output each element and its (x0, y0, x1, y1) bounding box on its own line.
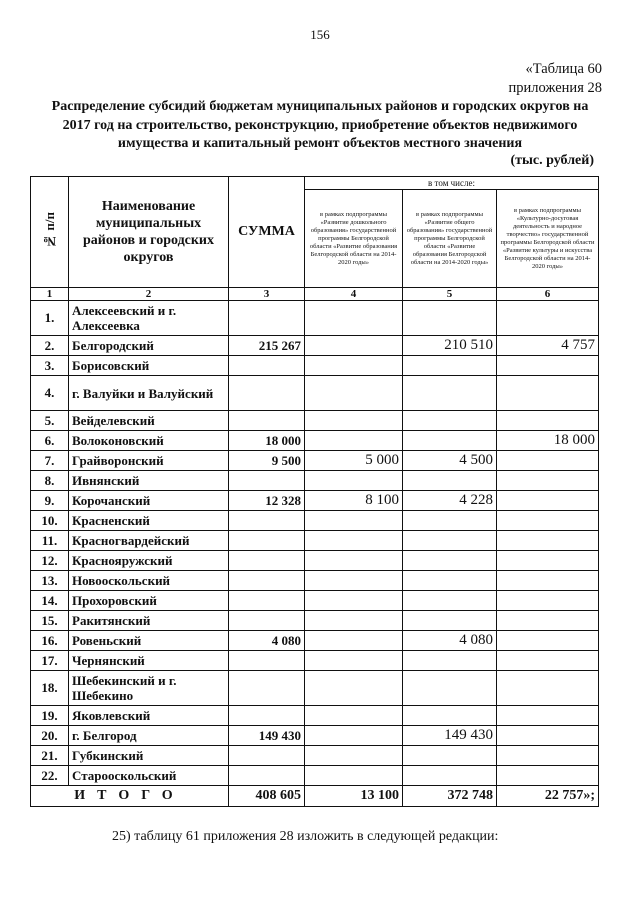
district-name: Старооскольский (69, 766, 229, 786)
table-row (31, 531, 599, 551)
column-number: 4 (305, 288, 403, 301)
table-row (31, 471, 599, 491)
row-number: 11. (31, 531, 69, 551)
document-title: Распределение субсидий бюджетам муниципальных районов и городских округов на 2017 год на строительство, реконструкцию, приобретение объектов недвижимого имущества и капитальный ремонт объектов местного значения (51, 99, 589, 151)
district-name: Красненский (69, 511, 229, 531)
row-culture-value: 18 000 (497, 431, 599, 451)
table-row (31, 671, 599, 706)
row-general-value (403, 571, 497, 591)
row-number: 18. (31, 671, 69, 706)
row-preschool-value (305, 571, 403, 591)
row-sum (229, 551, 305, 571)
row-general-value: 4 500 (403, 451, 497, 471)
header-subprogram-general: в рамках подпрограммы «Развитие общего образования» государственной программы Белгородской области «Развитие образования Белгородской области на 2014-2020 годы» (403, 190, 497, 288)
district-name: Яковлевский (69, 706, 229, 726)
row-culture-value (497, 356, 599, 376)
subsidy-table (30, 176, 599, 807)
district-name: Белгородский (69, 336, 229, 356)
row-sum (229, 651, 305, 671)
row-sum: 149 430 (229, 726, 305, 746)
row-preschool-value (305, 376, 403, 411)
row-culture-value (497, 571, 599, 591)
row-culture-value (497, 491, 599, 511)
row-sum (229, 471, 305, 491)
row-preschool-value (305, 431, 403, 451)
row-preschool-value: 8 100 (305, 491, 403, 511)
row-number: 10. (31, 511, 69, 531)
row-preschool-value (305, 336, 403, 356)
header-sum: СУММА (229, 177, 305, 288)
table-row (31, 411, 599, 431)
column-number: 1 (31, 288, 69, 301)
row-preschool-value (305, 766, 403, 786)
table-row (31, 706, 599, 726)
row-preschool-value (305, 411, 403, 431)
row-preschool-value: 5 000 (305, 451, 403, 471)
row-general-value (403, 411, 497, 431)
row-sum: 18 000 (229, 431, 305, 451)
row-culture-value (497, 411, 599, 431)
row-culture-value (497, 451, 599, 471)
district-name: Прохоровский (69, 591, 229, 611)
district-name: Красногвардейский (69, 531, 229, 551)
column-number: 3 (229, 288, 305, 301)
row-sum (229, 591, 305, 611)
header-including: в том числе: (305, 177, 599, 190)
row-number: 4. (31, 376, 69, 411)
row-general-value (403, 551, 497, 571)
row-general-value (403, 471, 497, 491)
row-preschool-value (305, 746, 403, 766)
district-name: г. Валуйки и Валуйский (69, 376, 229, 411)
table-row (31, 746, 599, 766)
row-preschool-value (305, 551, 403, 571)
row-preschool-value (305, 301, 403, 336)
row-general-value (403, 671, 497, 706)
row-number: 12. (31, 551, 69, 571)
row-number: 16. (31, 631, 69, 651)
row-sum (229, 376, 305, 411)
row-number: 17. (31, 651, 69, 671)
table-reference-line1: «Таблица 60 (525, 61, 602, 77)
district-name: Борисовский (69, 356, 229, 376)
row-number: 7. (31, 451, 69, 471)
row-culture-value (497, 746, 599, 766)
row-preschool-value (305, 611, 403, 631)
header-number (31, 177, 69, 288)
table-reference-line2: приложения 28 (508, 80, 602, 96)
row-preschool-value (305, 531, 403, 551)
table-row (31, 431, 599, 451)
table-row (31, 651, 599, 671)
district-name: Чернянский (69, 651, 229, 671)
row-sum (229, 411, 305, 431)
row-culture-value (497, 591, 599, 611)
header-name: Наименование муниципальных районов и городских округов (69, 177, 229, 288)
row-general-value (403, 651, 497, 671)
district-name: Грайворонский (69, 451, 229, 471)
district-name: Вейделевский (69, 411, 229, 431)
total-row (31, 786, 599, 807)
row-culture-value (497, 726, 599, 746)
row-culture-value: 4 757 (497, 336, 599, 356)
row-culture-value (497, 531, 599, 551)
table-row (31, 591, 599, 611)
table-row (31, 551, 599, 571)
row-number: 15. (31, 611, 69, 631)
district-name: Ровеньский (69, 631, 229, 651)
table-row (31, 336, 599, 356)
row-number: 2. (31, 336, 69, 356)
row-general-value (403, 766, 497, 786)
district-name: Алексеевский и г. Алексеевка (69, 301, 229, 336)
row-sum (229, 301, 305, 336)
row-preschool-value (305, 471, 403, 491)
row-general-value: 210 510 (403, 336, 497, 356)
row-general-value (403, 431, 497, 451)
row-number: 22. (31, 766, 69, 786)
row-number: 1. (31, 301, 69, 336)
row-general-value (403, 301, 497, 336)
row-number: 20. (31, 726, 69, 746)
row-sum: 4 080 (229, 631, 305, 651)
row-general-value (403, 531, 497, 551)
total-sum: 408 605 (229, 786, 305, 807)
row-general-value: 4 080 (403, 631, 497, 651)
row-sum (229, 671, 305, 706)
row-number: 13. (31, 571, 69, 591)
district-name: Шебекинский и г. Шебекино (69, 671, 229, 706)
row-number: 19. (31, 706, 69, 726)
row-sum (229, 356, 305, 376)
total-general: 372 748 (403, 786, 497, 807)
row-culture-value (497, 301, 599, 336)
row-number: 8. (31, 471, 69, 491)
table-row (31, 611, 599, 631)
district-name: г. Белгород (69, 726, 229, 746)
row-culture-value (497, 766, 599, 786)
row-culture-value (497, 611, 599, 631)
row-number: 6. (31, 431, 69, 451)
row-culture-value (497, 376, 599, 411)
row-general-value (403, 591, 497, 611)
district-name: Ивнянский (69, 471, 229, 491)
row-culture-value (497, 471, 599, 491)
table-row (31, 571, 599, 591)
table-row (31, 451, 599, 471)
header-subprogram-culture: в рамках подпрограммы «Культурно-досуговая деятельность и народное творчество» государственной программы Белгородской области «Развитие культуры и искусства Белгородской области на 2014-2020 годы» (497, 190, 599, 288)
row-sum: 215 267 (229, 336, 305, 356)
row-general-value (403, 746, 497, 766)
row-general-value (403, 376, 497, 411)
row-number: 5. (31, 411, 69, 431)
page-number: 156 (310, 27, 330, 42)
district-name: Волоконовский (69, 431, 229, 451)
row-sum (229, 706, 305, 726)
column-number: 6 (497, 288, 599, 301)
row-culture-value (497, 651, 599, 671)
table-reference (509, 60, 602, 98)
column-number-row (31, 288, 599, 301)
row-preschool-value (305, 356, 403, 376)
row-general-value (403, 611, 497, 631)
row-general-value (403, 356, 497, 376)
row-culture-value (497, 706, 599, 726)
table-row (31, 356, 599, 376)
footer-note: 25) таблицу 61 приложения 28 изложить в следующей редакции: (112, 829, 499, 844)
table-row (31, 726, 599, 746)
row-preschool-value (305, 591, 403, 611)
table-row (31, 766, 599, 786)
total-culture: 22 757»; (497, 786, 599, 807)
district-name: Ракитянский (69, 611, 229, 631)
row-preschool-value (305, 511, 403, 531)
row-culture-value (497, 631, 599, 651)
table-row (31, 631, 599, 651)
table-row (31, 301, 599, 336)
row-sum (229, 611, 305, 631)
row-preschool-value (305, 671, 403, 706)
row-sum (229, 746, 305, 766)
row-preschool-value (305, 651, 403, 671)
row-number: 14. (31, 591, 69, 611)
row-general-value (403, 511, 497, 531)
row-preschool-value (305, 726, 403, 746)
row-culture-value (497, 511, 599, 531)
row-sum: 9 500 (229, 451, 305, 471)
column-number: 5 (403, 288, 497, 301)
row-sum (229, 531, 305, 551)
units-label: (тыс. рублей) (510, 153, 594, 168)
district-name: Краснояружский (69, 551, 229, 571)
total-preschool: 13 100 (305, 786, 403, 807)
table-row (31, 376, 599, 411)
district-name: Новооскольский (69, 571, 229, 591)
row-culture-value (497, 551, 599, 571)
header-number-label: № п/п (41, 211, 57, 249)
row-preschool-value (305, 631, 403, 651)
district-name: Губкинский (69, 746, 229, 766)
table-row (31, 511, 599, 531)
row-general-value (403, 706, 497, 726)
row-general-value: 4 228 (403, 491, 497, 511)
row-number: 9. (31, 491, 69, 511)
row-number: 21. (31, 746, 69, 766)
row-sum (229, 766, 305, 786)
table-row (31, 491, 599, 511)
header-subprogram-preschool: в рамках подпрограммы «Развитие дошкольного образования» государственной программы Белгородской области «Развитие образования Белгородской области на 2014-2020 годы» (305, 190, 403, 288)
row-preschool-value (305, 706, 403, 726)
row-culture-value (497, 671, 599, 706)
total-label: ИТОГО (31, 786, 229, 807)
column-number: 2 (69, 288, 229, 301)
district-name: Корочанский (69, 491, 229, 511)
row-sum: 12 328 (229, 491, 305, 511)
row-sum (229, 511, 305, 531)
row-sum (229, 571, 305, 591)
row-general-value: 149 430 (403, 726, 497, 746)
row-number: 3. (31, 356, 69, 376)
